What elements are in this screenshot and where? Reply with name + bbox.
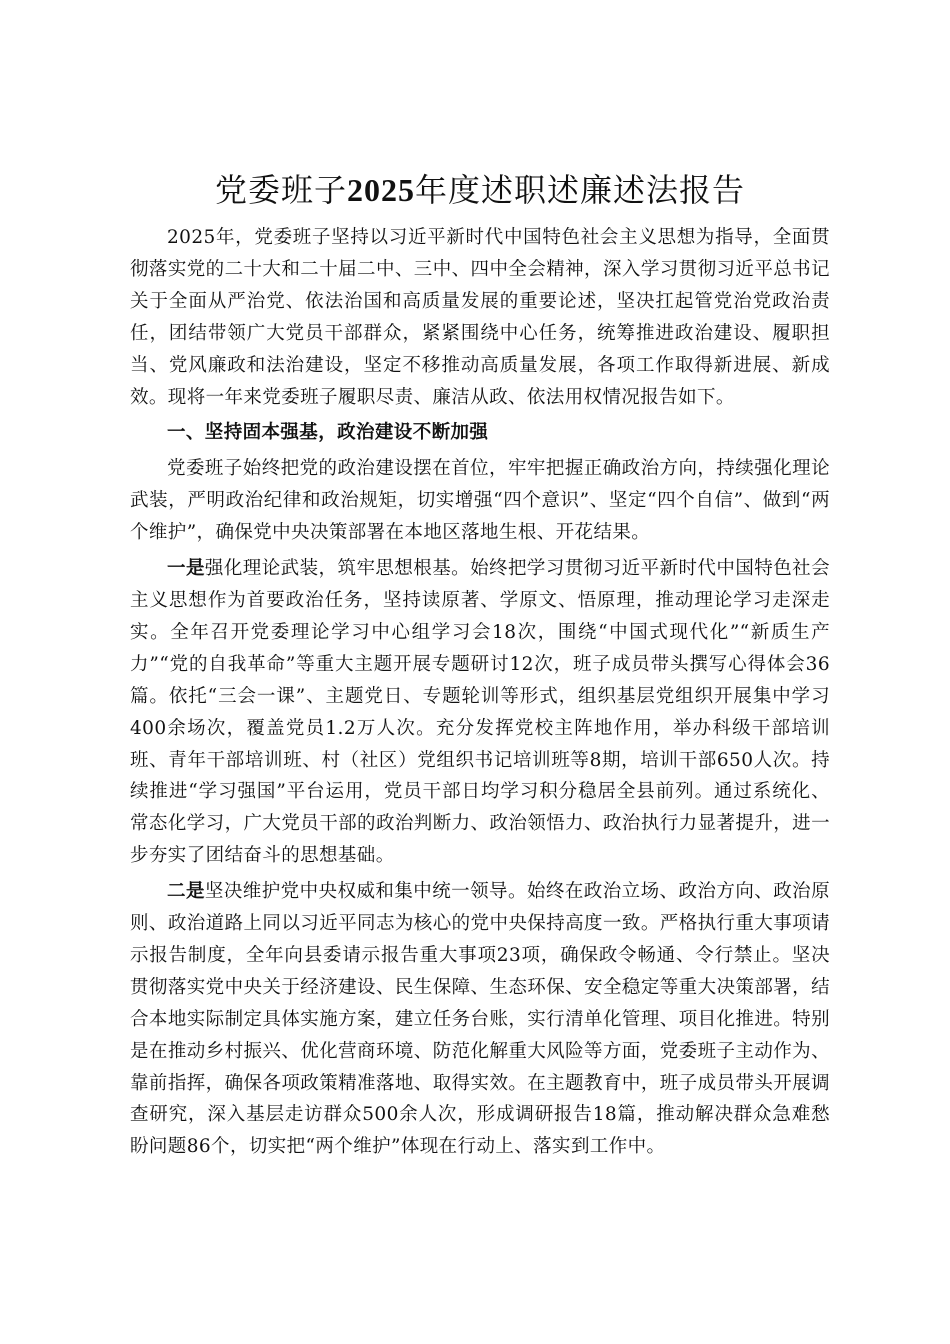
item-2-paragraph [130,876,830,1163]
title-prefix: 党委班子 [214,171,347,209]
document-page [130,160,830,1167]
item-2-text: 坚决维护党中央权威和集中统一领导。始终在政治立场、政治方向、政治原则、政治道路上同以习近平同志为核心的党中央保持高度一致。严格执行重大事项请示报告制度，全年向县委请示报告重大事项23项，确保政令畅通、令行禁止。坚决贯彻落实党中央关于经济建设、民生保障、生态环保、安全稳定等重大决策部署，结合本地实际制定具体实施方案，建立任务台账，实行清单化管理、项目化推进。特别是在推动乡村振兴、优化营商环境、防范化解重大风险等方面，党委班子主动作为、靠前指挥，确保各项政策精准落地、取得实效。在主题教育中，班子成员带头开展调查研究，深入基层走访群众500余人次，形成调研报告18篇，推动解决群众急难愁盼问题86个，切实把“两个维护”体现在行动上、落实到工作中。 [130,881,830,1158]
document-title [130,160,830,220]
intro-paragraph: 2025年，党委班子坚持以习近平新时代中国特色社会主义思想为指导，全面贯彻落实党的二十大和二十届二中、三中、四中全会精神，深入学习贯彻习近平总书记关于全面从严治党、依法治国和高质量发展的重要论述，坚决扛起管党治党政治责任，团结带领广大党员干部群众，紧紧围绕中心任务，统筹推进政治建设、履职担当、党风廉政和法治建设，坚定不移推动高质量发展，各项工作取得新进展、新成效。现将一年来党委班子履职尽责、廉洁从政、依法用权情况报告如下。 [130,227,830,408]
item-1-text: 强化理论武装，筑牢思想根基。始终把学习贯彻习近平新时代中国特色社会主义思想作为首要政治任务，坚持读原著、学原文、悟原理，推动理论学习走深走实。全年召开党委理论学习中心组学习会18次，围绕“中国式现代化”“新质生产力”“党的自我革命”等重大主题开展专题研讨12次，班子成员带头撰写心得体会36篇。依托“三会一课”、主题党日、专题轮训等形式，组织基层党组织开展集中学习400余场次，覆盖党员1.2万人次。充分发挥党校主阵地作用，举办科级干部培训班、青年干部培训班、村（社区）党组织书记培训班等8期，培训干部650人次。持续推进“学习强国”平台运用，党员干部日均学习积分稳居全县前列。通过系统化、常态化学习，广大党员干部的政治判断力、政治领悟力、政治执行力显著提升，进一步夯实了团结奋斗的思想基础。 [130,558,830,867]
section-1-paragraph: 党委班子始终把党的政治建设摆在首位，牢牢把握正确政治方向，持续强化理论武装，严明政治纪律和政治规矩，切实增强“四个意识”、坚定“四个自信”、做到“两个维护”，确保党中央决策部署在本地区落地生根、开花结果。 [130,458,830,544]
title-year: 2025 [347,172,415,208]
title-suffix: 年度述职述廉述法报告 [415,171,746,209]
item-1-paragraph [130,553,830,872]
item-2-lead: 二是 [167,881,205,903]
item-1-lead: 一是 [167,558,205,580]
section-1-heading: 一、坚持固本强基，政治建设不断加强 [167,422,489,444]
